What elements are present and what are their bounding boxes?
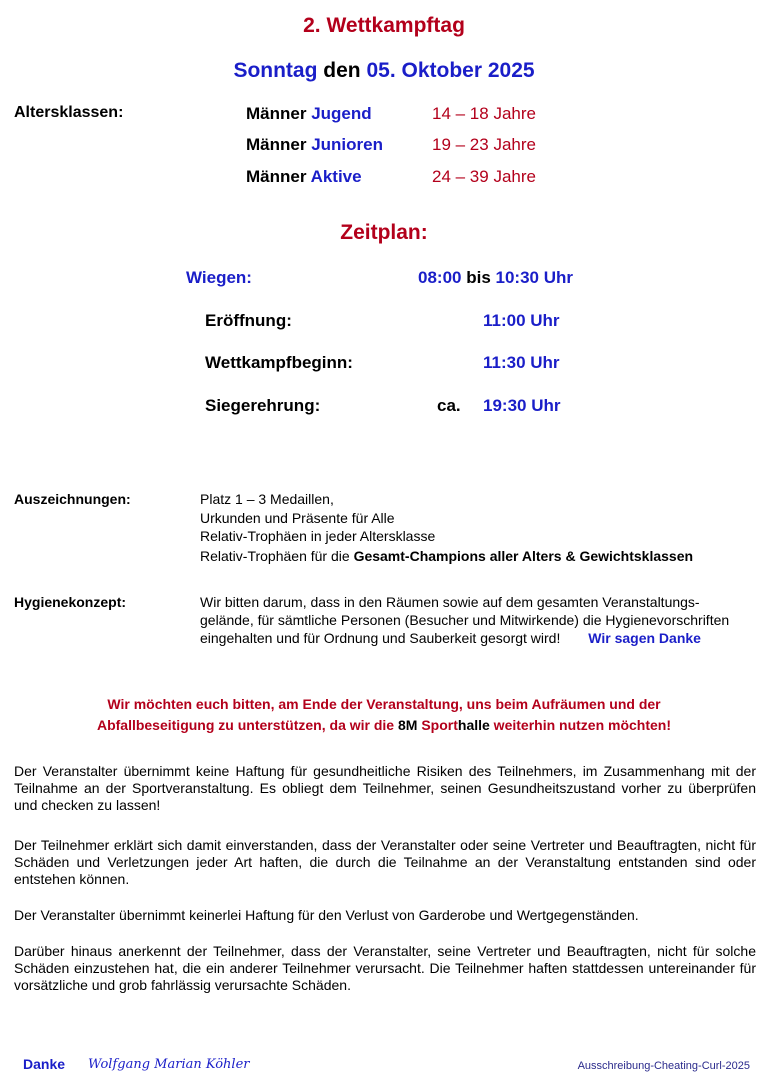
age-class-name — [246, 167, 362, 187]
schedule-label-eroeffnung: Eröffnung: — [205, 311, 292, 330]
page-title: 2. Wettkampftag — [303, 14, 465, 37]
age-class-prefix: Männer — [246, 167, 307, 186]
weighing-to: 10:30 Uhr — [495, 268, 573, 287]
schedule-time-eroeffnung: 11:00 Uhr — [483, 311, 560, 330]
awards-line4-prefix: Relativ-Trophäen für die — [200, 548, 354, 564]
awards-line: Relativ-Trophäen in jeder Altersklasse — [200, 528, 436, 544]
weighing-label: Wiegen: — [186, 268, 252, 287]
signature: Wolfgang Marian Köhler — [88, 1057, 250, 1072]
schedule-label-siegerehrung: Siegerehrung: — [205, 396, 321, 415]
footer-thanks: Danke — [23, 1056, 66, 1072]
awards-label: Auszeichnungen: — [14, 491, 131, 507]
disclaimer-paragraph: Der Veranstalter übernimmt keine Haftung für gesundheitliche Risiken des Teilnehmers, im Zusammenhang mit der Teilnahme an der Sportveranstaltung. Es obliegt dem Teilnehmer, seinen Gesundheitszustand vorher zu überprüfen und checken zu lassen! — [14, 763, 756, 813]
event-date — [0, 59, 768, 83]
notice-line2-b: 8M — [397, 717, 418, 733]
weighing-bis: bis — [466, 268, 491, 287]
notice-line1: Wir möchten euch bitten, am Ende der Veranstaltung, uns beim Aufräumen und der — [107, 696, 661, 712]
notice-line2 — [0, 715, 768, 736]
weighing-time — [418, 268, 573, 288]
notice-line2-e: weiterhin nutzen möchten! — [489, 717, 672, 733]
notice-line2-d: halle — [457, 717, 490, 733]
date-weekday: Sonntag — [233, 59, 318, 82]
notice-line2-a: Abfallbeseitigung zu unterstützen, da wir die — [96, 717, 398, 733]
age-range-aktive: 24 – 39 Jahre — [432, 167, 536, 186]
disclaimer-paragraph: Darüber hinaus anerkennt der Teilnehmer, dass der Veranstalter, seine Vertreter und Beauftragten, nicht für solche Schäden einzustehen hat, die ein anderer Teilnehmer verursacht. Die Teilnehmer haften stattdessen untereinander für vorsätzliche und grob fahrlässig verursachte Schäden. — [14, 943, 756, 993]
hygiene-line3: eingehalten und für Ordnung und Sauberkeit gesorgt wird! — [200, 630, 561, 646]
awards-line — [200, 548, 693, 564]
notice-line2-c: Sport — [417, 717, 458, 733]
awards-line: Platz 1 – 3 Medaillen, — [200, 491, 334, 507]
hygiene-label: Hygienekonzept: — [14, 594, 127, 610]
disclaimer-paragraph: Der Veranstalter übernimmt keinerlei Haftung für den Verlust von Garderobe und Wertgegenständen. — [14, 907, 639, 923]
age-range-jugend: 14 – 18 Jahre — [432, 104, 536, 123]
hygiene-line — [200, 630, 701, 646]
hygiene-line: gelände, für sämtliche Personen (Besucher und Mitwirkende) die Hygienevorschriften — [200, 612, 730, 628]
hygiene-line: Wir bitten darum, dass in den Räumen sowie auf dem gesamten Veranstaltungs- — [200, 594, 700, 610]
age-class-aktive: Aktive — [310, 167, 362, 186]
schedule-title: Zeitplan: — [340, 221, 428, 244]
awards-champions: Gesamt-Champions aller Alters & Gewichtsklassen — [353, 548, 694, 564]
hygiene-thanks: Wir sagen Danke — [588, 630, 701, 646]
age-class-name — [246, 135, 383, 155]
schedule-label-wettkampfbeginn: Wettkampfbeginn: — [205, 353, 353, 372]
age-class-junioren: Junioren — [311, 135, 383, 154]
document-id: Ausschreibung-Cheating-Curl-2025 — [577, 1060, 750, 1072]
cleanup-notice — [0, 694, 768, 736]
schedule-prefix-siegerehrung: ca. — [437, 396, 461, 415]
age-class-jugend: Jugend — [311, 104, 372, 123]
schedule-time-siegerehrung: 19:30 Uhr — [483, 396, 561, 415]
schedule-time-wettkampfbeginn: 11:30 Uhr — [483, 353, 560, 372]
date-value: 05. Oktober 2025 — [366, 59, 535, 82]
awards-line: Urkunden und Präsente für Alle — [200, 510, 395, 526]
age-class-prefix: Männer — [246, 135, 307, 154]
age-range-junioren: 19 – 23 Jahre — [432, 135, 536, 154]
weighing-from: 08:00 — [418, 268, 462, 287]
age-classes-label: Altersklassen: — [14, 104, 124, 121]
date-connector: den — [323, 59, 361, 82]
age-class-name — [246, 104, 372, 124]
disclaimer-paragraph: Der Teilnehmer erklärt sich damit einverstanden, dass der Veranstalter oder seine Vertreter und Beauftragten, nicht für Schäden und Verletzungen jeder Art haften, die durch die Teilnahme an der Veranstaltung entstanden sind oder entstehen können. — [14, 837, 756, 887]
age-class-prefix: Männer — [246, 104, 307, 123]
